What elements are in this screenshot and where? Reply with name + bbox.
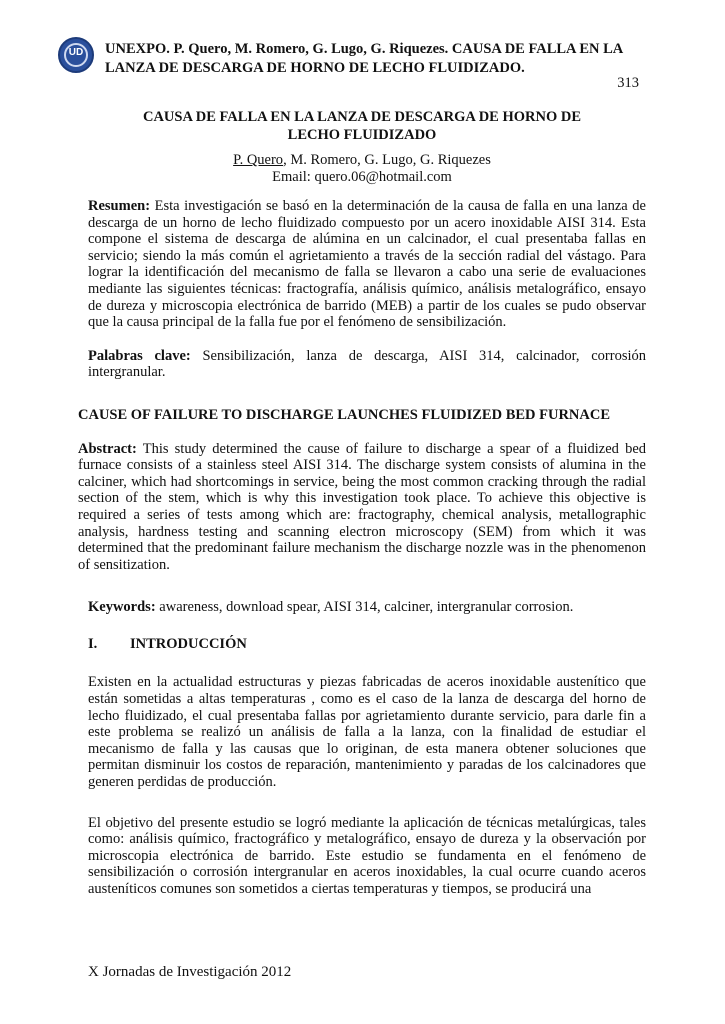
palabras-clave-text: Sensibilización, lanza de descarga, AISI 314, calcinador, corrosión intergranular. — [88, 347, 646, 381]
intro-paragraph-2: El objetivo del presente estudio se logró mediante la aplicación de técnicas metalúrgicas, tales como: análisis químico, fractográfico y metalográfico, ensayo de dureza y la observación por microscopia electrónica de barrido. Este estudio se fundamenta en el fenómeno de sensibilización o corrosión intergranular en aceros inoxidables, la cual ocurre cuando aceros austeníticos comunes son sometidos a ciertas temperaturas y tiempos, se producirá una — [88, 814, 646, 897]
author-email: Email: quero.06@hotmail.com — [272, 169, 452, 185]
keywords-text: awareness, download spear, AISI 314, calciner, intergranular corrosion. — [155, 599, 574, 616]
first-author: P. Quero — [233, 152, 284, 168]
paper-title: CAUSA DE FALLA EN LA LANZA DE DESCARGA DE HORNO DE LECHO FLUIDIZADO — [142, 109, 582, 143]
author-line — [78, 152, 646, 169]
abstract-text: This study determined the cause of failure to discharge a spear of a fluidized bed furnace consists of a stainless steel AISI 314. The discharge system consists of alumina in the calciner, which had shortcomings in service, being the most common cracking through the radial section of the stem, which is why this investigation took place. To achieve this objective is required a series of tests among which are: fractography, chemical analysis, metallographic analysis, hardness testing and scanning electron microscopy (SEM) from which it was determined that the predominant failure mechanism the discharge nozzle was in the phenomenon of sensitization. — [78, 440, 646, 573]
section-number: I. — [88, 635, 98, 652]
running-head: UNEXPO. P. Quero, M. Romero, G. Lugo, G. Riquezes. CAUSA DE FALLA EN LA LANZA DE DESCARGA DE HORNO DE LECHO FLUIDIZADO. — [105, 41, 623, 76]
footer: X Jornadas de Investigación 2012 — [88, 964, 292, 980]
section-title: INTRODUCCIÓN — [130, 635, 247, 652]
resumen-text: Esta investigación se basó en la determinación de la causa de falla en una lanza de descarga de un horno de lecho fluidizado compuesto por un acero inoxidable AISI 314. Esta compone el sistema de descarga de alúmina en un calcinador, el cual presentaba fallas en servicio; siendo la más común el agrietamiento a través de la sección radial del vástago. Para lograr la identificación del mecanismo de falla se llevaron a cabo una serie de evaluaciones mediante las siguientes técnicas: fractografía, análisis químico, análisis metalográfico, ensayo de dureza y microscopia electrónica de barrido (MEB) a partir de los cuales se pudo observar que la causa principal de la falla fue por el fenómeno de sensibilización. — [88, 198, 646, 331]
abstract-label: Abstract: — [78, 440, 137, 457]
resumen-paragraph — [78, 198, 646, 331]
resumen-label: Resumen: — [88, 198, 151, 214]
palabras-clave-label: Palabras clave: — [88, 347, 191, 364]
section-heading — [78, 636, 646, 653]
keywords-label: Keywords: — [88, 599, 156, 616]
co-authors: , M. Romero, G. Lugo, G. Riquezes — [283, 152, 491, 168]
university-logo — [58, 37, 94, 73]
palabras-clave-paragraph — [78, 348, 646, 381]
intro-paragraph-1: Existen en la actualidad estructuras y piezas fabricadas de aceros inoxidable austenítico que están sometidas a altas temperaturas , como es el caso de la lanza de descarga del horno de lecho fluidizado, el cual presentaba fallas por agrietamiento durante servicio, para darle fin a este problema se realizó un análisis de falla a la lanza, con la finalidad de estudiar el mecanismo de falla y las causas que lo originan, de esta manera obtener soluciones que permitan disminuir los costos de reparación, mantenimiento y paradas de los calcinadores que generen perdidas de producción. — [88, 674, 646, 791]
logo-lettering: UD — [68, 47, 84, 58]
abstract-paragraph — [78, 441, 646, 574]
keywords-paragraph — [78, 599, 646, 616]
paper-body — [78, 108, 646, 898]
english-title: CAUSE OF FAILURE TO DISCHARGE LAUNCHES FLUIDIZED BED FURNACE — [78, 406, 611, 423]
page-number: 313 — [617, 75, 639, 91]
